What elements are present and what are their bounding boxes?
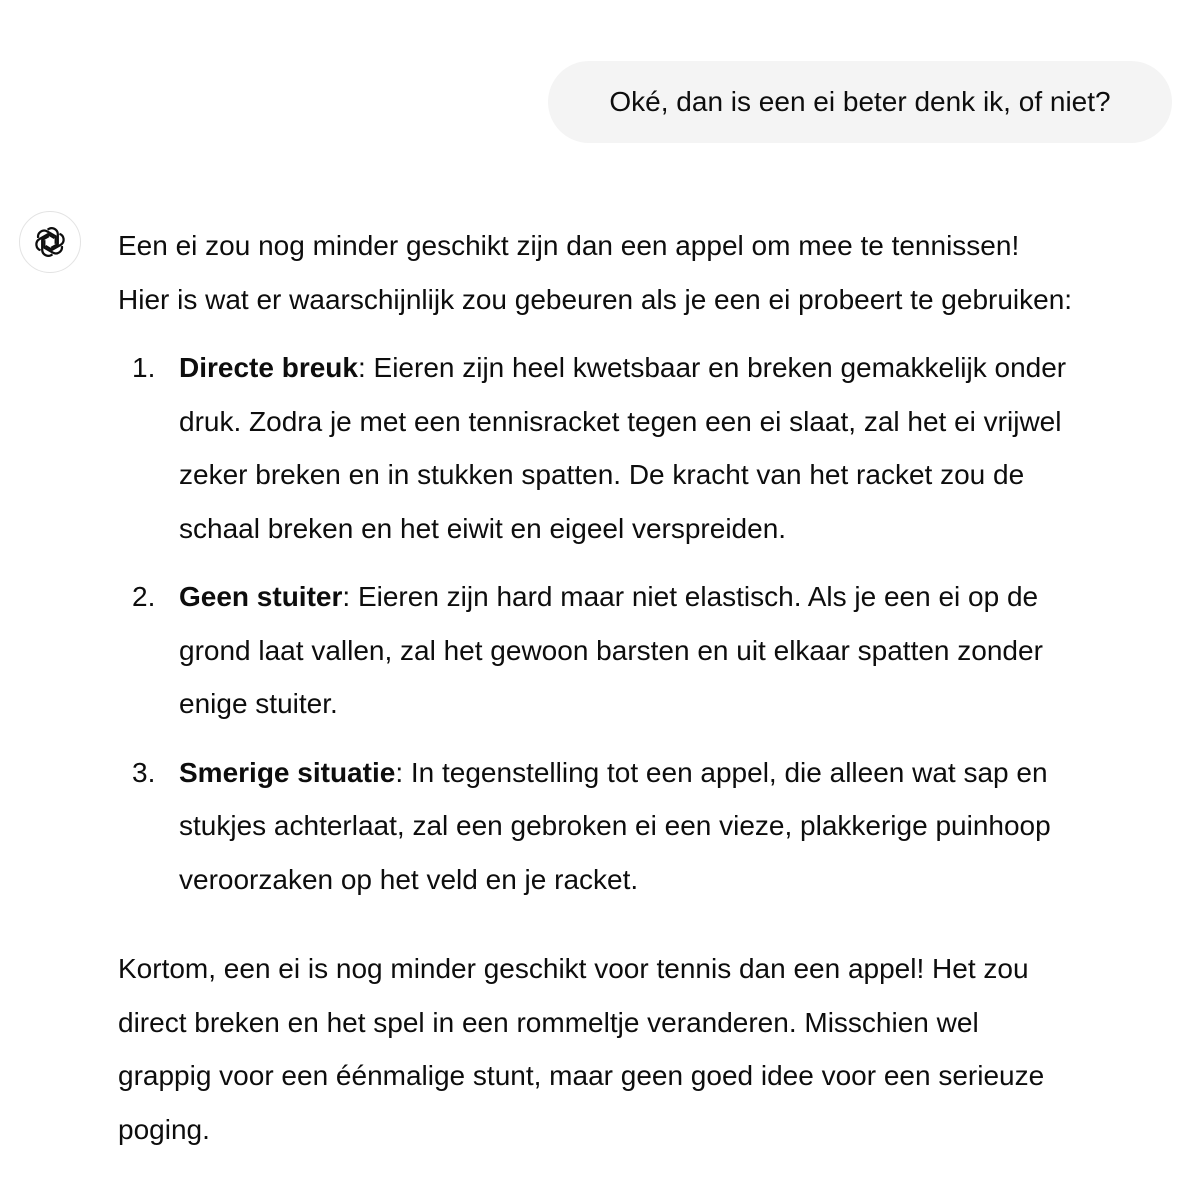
list-item-title: Directe breuk [179, 352, 358, 383]
list-item-line: zeker breken en in stukken spatten. De kracht van het racket zou de [179, 459, 1025, 490]
list-item-line: grond laat vallen, zal het gewoon barsten en uit elkaar spatten zonder [179, 634, 1043, 666]
outro-line: poging. [118, 1113, 210, 1145]
list-item-first-line [179, 570, 1188, 624]
user-message-text: Oké, dan is een ei beter denk ik, of niet? [609, 86, 1111, 117]
list-item-title: Smerige situatie [179, 756, 396, 788]
outro-line: direct breken en het spel in een rommeltje veranderen. Misschien wel [118, 1006, 979, 1038]
assistant-avatar [19, 211, 81, 273]
list-item-number: 3. [132, 756, 156, 788]
list-item-first-line [179, 341, 1188, 395]
assistant-response [118, 219, 1188, 1156]
list-item-number: 1. [132, 352, 156, 383]
list-item-text: : Eieren zijn hard maar niet elastisch. Als je een ei op de [342, 581, 1039, 612]
list-item-line: enige stuiter. [179, 688, 338, 719]
list-item [118, 746, 1188, 907]
list-item-first-line [179, 746, 1188, 800]
list-item-line: druk. Zodra je met een tennisracket tegen een ei slaat, zal het ei vrijwel [179, 405, 1062, 437]
list-item [118, 570, 1188, 731]
list-item-title: Geen stuiter [179, 581, 343, 612]
outro-line: Kortom, een ei is nog minder geschikt voor tennis dan een appel! Het zou [118, 953, 1029, 984]
openai-logo-icon [32, 224, 68, 260]
list-item-text: : In tegenstelling tot een appel, die alleen wat sap en [395, 756, 1048, 788]
list-item [118, 341, 1188, 555]
outro-line: grappig voor een éénmalige stunt, maar geen goed idee voor een serieuze [118, 1060, 1045, 1091]
list-item-text: : Eieren zijn heel kwetsbaar en breken gemakkelijk onder [357, 352, 1067, 383]
response-outro [118, 942, 1188, 1156]
response-intro [118, 219, 1188, 326]
list-item-number: 2. [132, 581, 156, 612]
intro-line: Een ei zou nog minder geschikt zijn dan een appel om mee te tennissen! [118, 230, 1020, 261]
intro-line: Hier is wat er waarschijnlijk zou gebeuren als je een ei probeert te gebruiken: [118, 283, 1073, 315]
list-item-line: stukjes achterlaat, zal een gebroken ei een vieze, plakkerige puinhoop [179, 810, 1051, 841]
user-message-bubble [548, 61, 1172, 143]
list-item-line: schaal breken en het eiwit en eigeel verspreiden. [179, 512, 787, 544]
response-list [118, 341, 1188, 906]
list-item-line: veroorzaken op het veld en je racket. [179, 863, 639, 895]
